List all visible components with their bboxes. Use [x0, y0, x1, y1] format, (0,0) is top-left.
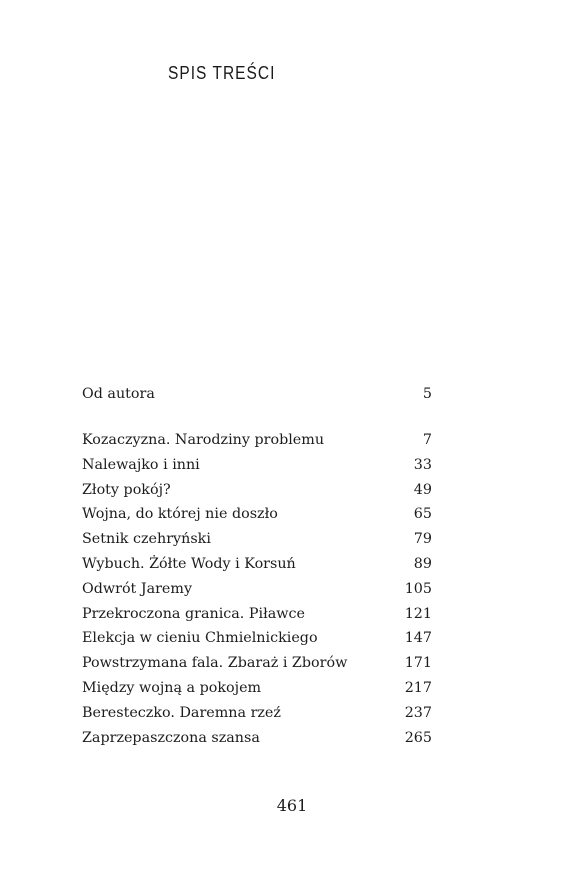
toc-entry-page: 121: [404, 605, 432, 622]
toc-entry-page: 33: [413, 456, 432, 473]
toc-entry: [82, 529, 432, 549]
toc-entry-page: 171: [404, 655, 432, 672]
toc-entry: [82, 455, 432, 475]
toc-entry-title: Zaprzepaszczona szansa: [82, 729, 260, 746]
toc-entry: [82, 628, 432, 648]
toc-entry-title: Beresteczko. Daremna rzeź: [82, 704, 281, 721]
toc-entry: [82, 678, 432, 698]
toc-entry: [82, 728, 432, 748]
toc-entry: [82, 579, 432, 599]
toc-entry-title: Powstrzymana fala. Zbaraż i Zborów: [82, 655, 348, 672]
toc-entry: [82, 653, 432, 673]
toc-entry-title: Wybuch. Żółte Wody i Korsuń: [82, 556, 296, 572]
toc-entry-title: Setnik czehryński: [82, 531, 211, 548]
toc-entry: [82, 384, 432, 404]
toc-entry-page: 65: [413, 506, 432, 523]
toc-entry-title: Wojna, do której nie doszło: [82, 506, 278, 523]
toc-entry-title: Między wojną a pokojem: [82, 680, 262, 696]
toc-entry-page: 217: [404, 680, 432, 696]
toc-entry-title: Przekroczona granica. Piławce: [82, 605, 305, 622]
toc-entry: [82, 480, 432, 500]
toc-entry-page: 265: [404, 729, 432, 746]
toc-entry: [82, 703, 432, 723]
toc-entry-title: Nalewajko i inni: [82, 456, 200, 473]
toc-entry: [82, 504, 432, 524]
toc-entry-page: 79: [413, 531, 432, 548]
page-title: SPIS TREŚCI: [168, 63, 276, 83]
toc-entry-page: 49: [413, 481, 432, 498]
toc-entry-title: Kozaczyzna. Narodziny problemu: [82, 432, 325, 448]
toc-entry-page: 237: [404, 704, 432, 721]
toc-entry-page: 89: [413, 556, 432, 572]
toc-entry: [82, 554, 432, 574]
toc-entry-page: 105: [404, 580, 432, 597]
toc-entry-page: 5: [422, 386, 432, 402]
toc-entry-title: Elekcja w cieniu Chmielnickiego: [82, 630, 318, 647]
toc-entry-title: Złoty pokój?: [82, 481, 171, 498]
toc-entry-page: 147: [404, 630, 432, 647]
toc-entry-page: 7: [422, 432, 432, 448]
toc-entry-title: Od autora: [82, 386, 155, 402]
toc-entry-title: Odwrót Jaremy: [82, 580, 193, 597]
toc-entry: [82, 430, 432, 450]
toc-entry: [82, 604, 432, 624]
page-number: 461: [276, 796, 308, 815]
